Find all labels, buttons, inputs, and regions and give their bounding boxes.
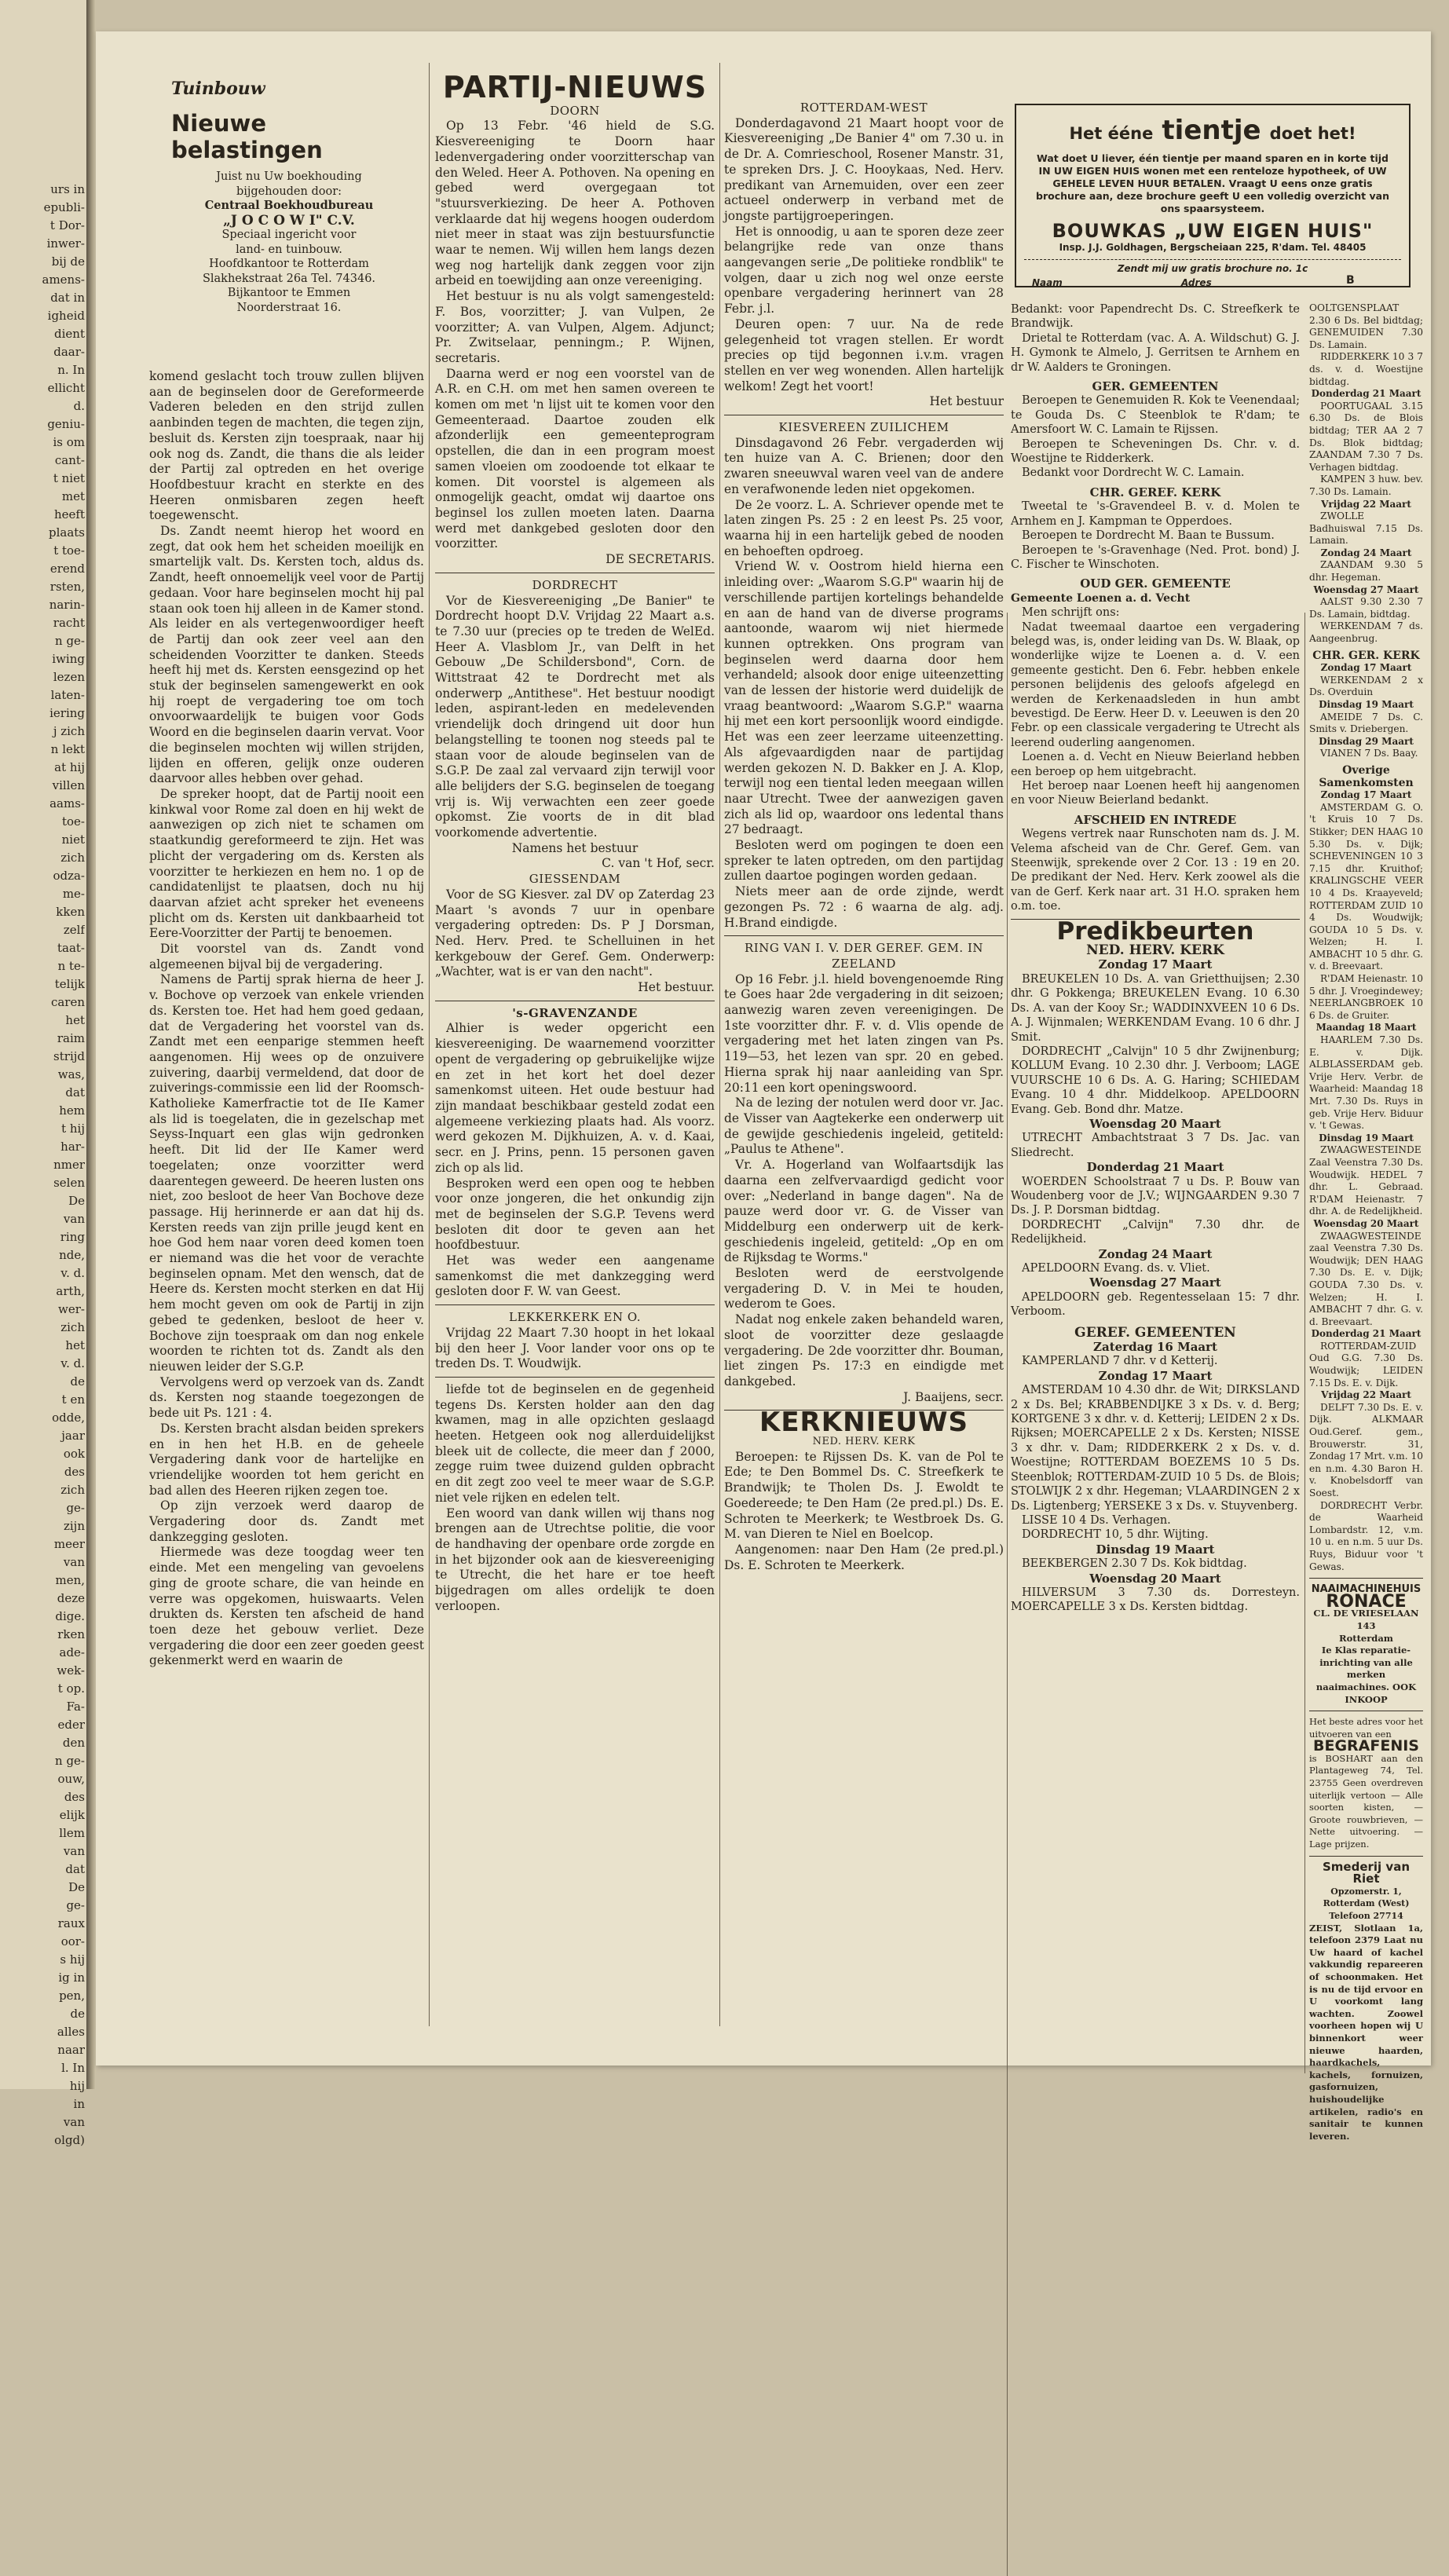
- paragraph: DORDRECHT 10, 5 dhr. Wijting.: [1022, 1528, 1209, 1542]
- headline-predikbeurten: Predikbeurten: [1056, 917, 1254, 946]
- church-subheading: Gemeente Loenen a. d. Vecht: [1011, 591, 1191, 605]
- headline-nieuwe-belastingen: Nieuwe belastingen: [171, 110, 323, 163]
- paragraph: Nadat tweemaal daartoe een vergadering belegd was, is, onder leiding van Ds. W. Blaak, op wonderlijke wijze te Loenen a. d. V. een gemeente gesticht. Den 6. Febr. hebben enkele personen belijdenis des geloofs afgelegd en werden de Kerkenaadsleden in hun ambt bevestigd. De Eerw. Heer D. v. Leeuwen is den 20 Febr. op een classicale vergadering te Utrecht als leerend ouderling aangenomen.: [1011, 620, 1300, 749]
- previous-page-text-fragments: [3, 181, 85, 2150]
- paragraph: AALST 9.30 2.30 7 Ds. Lamain, bidtdag.: [1309, 596, 1423, 620]
- day-heading: Woensdag 20 Maart: [1089, 1571, 1221, 1586]
- day-heading: Dinsdag 19 Maart: [1096, 1542, 1215, 1557]
- ad-city: Rotterdam: [1339, 1632, 1393, 1644]
- previous-page-fragment: olgd): [54, 2133, 85, 2147]
- tuinbouw-section: [149, 79, 424, 315]
- previous-page-fragment: erend: [49, 562, 85, 576]
- previous-page-fragment: ge-: [66, 1898, 85, 1912]
- previous-page-strip: [0, 0, 86, 2147]
- previous-page-fragment: ook: [63, 1447, 85, 1461]
- ad-intro: Het beste adres voor het uitvoeren van een: [1309, 1716, 1423, 1740]
- paragraph: ROTTERDAM-ZUID Oud G.G. 7.30 Ds. Woudwijk; LEIDEN 7.15 Ds. E. v. Dijk.: [1309, 1340, 1423, 1389]
- previous-page-fragment: zich: [60, 1320, 85, 1334]
- ad-headline-word: tientje: [1162, 115, 1261, 146]
- paragraph: Hiermede was deze toogdag weer ten einde. Met een mengeling van gevoelens ging de groote schare, die van heinde en verre was opgekomen, huiswaarts. Velen drukten ds. Kersten ten afscheid de hand toen deze het gebouw verliet. Deze vergadering die door een zeer goeden geest gekenmerkt werd en waarin de: [149, 1545, 424, 1668]
- previous-page-fragment: epubli-: [43, 200, 85, 214]
- day-heading: Vrijdag 22 Maart: [1321, 1389, 1411, 1401]
- paragraph: Beroepen te Genemuiden R. Kok te Veenendaal; te Gouda Ds. C Steenblok te R'dam; te Amersfoort W. C. Lamain te Rijssen.: [1011, 394, 1300, 437]
- paragraph: APELDOORN geb. Regentesselaan 15: 7 dhr. Verboom.: [1011, 1290, 1300, 1319]
- ad-title: Smederij van Riet: [1323, 1859, 1410, 1886]
- paragraph: Bedankt: voor Papendrecht Ds. C. Streefkerk te Brandwijk.: [1011, 303, 1300, 331]
- previous-page-fragment: alles: [57, 2025, 85, 2039]
- ad-headline: [1016, 115, 1409, 146]
- paragraph: Op zijn verzoek werd daarop de Vergadering door ds. Zandt met dankzegging gesloten.: [149, 1498, 424, 1544]
- paragraph: KAMPERLAND 7 dhr. v d Ketterij.: [1022, 1355, 1218, 1368]
- previous-page-fragment: oor-: [60, 1934, 85, 1948]
- signature: Namens het bestuur: [511, 840, 639, 855]
- divider: [435, 1377, 715, 1378]
- paragraph: Ds. Zandt neemt hierop het woord en zegt, dat ook hem het scheiden moeilijk en smartelijk valt. Ds. Kersten toch, aldus ds. Zandt, heeft onnoemelijk veel voor de Partij gedaan. Voor hare beginselen mocht hij pal staan ook toen hij alleen in de Kamer stond. Als leider en als vertegenwoordiger heeft de Partij dan ook zeer veel aan den scheidenden Voorzitter te danken. Steeds heeft hij met ds. Kersten eensgezind op het stuk der beginselen samengewerkt en ook hij roept de vergadering toe om toch onvoorwaardelijk te buigen voor Gods Woord en die beginselen daarin vervat. Voor die beginselen mochten wij willen strijden, lijden en offeren, gelijk onze ouderen daarvoor alles hebben over gehad.: [149, 524, 424, 786]
- previous-page-fragment: eder: [57, 1718, 85, 1732]
- divider: [724, 935, 1004, 936]
- ad-adres-label: Adres: [1181, 277, 1212, 288]
- previous-page-fragment: zich: [60, 851, 85, 865]
- naaimachinehuis-advertisement: [1309, 1583, 1423, 1706]
- day-heading: Donderdag 21 Maart: [1311, 1328, 1422, 1340]
- paragraph: VIANEN 7 Ds. Baay.: [1320, 748, 1418, 759]
- paragraph: ZWAAGWESTEINDE zaal Veenstra 7.30 Ds. Woudwijk; DEN HAAG 7.30 Ds. E. v. Dijk; GOUDA 7.30 Ds. v. Welzen; H. I. AMBACHT 7 dhr. G. v. d. Breevaart.: [1309, 1230, 1423, 1327]
- previous-page-fragment: n lekt: [50, 742, 85, 756]
- previous-page-fragment: racht: [53, 616, 85, 630]
- previous-page-fragment: rken: [57, 1627, 85, 1641]
- previous-page-fragment: plaats: [48, 525, 85, 540]
- paragraph: Vervolgens werd op verzoek van ds. Zandt ds. Kersten nog staande toegezongen de bede uit Ps. 121 : 4.: [149, 1374, 424, 1421]
- paragraph: DORDRECHT „Calvijn" 7.30 dhr. de Redelijkheid.: [1011, 1218, 1300, 1246]
- day-heading: Woensdag 27 Maart: [1313, 584, 1419, 595]
- previous-page-fragment: telijk: [54, 977, 85, 991]
- previous-page-fragment: ade-: [59, 1645, 85, 1659]
- paragraph: Niets meer aan de orde zijnde, werdt gezongen Ps. 72 : 6 waarna de alg. adj. H.Brand eindigde.: [724, 884, 1004, 930]
- previous-page-fragment: v. d.: [60, 1266, 85, 1280]
- paragraph: RIDDERKERK 10 3 7 ds. v. d. Woestijne bidtdag.: [1309, 351, 1423, 387]
- paragraph: Men schrijft ons:: [1022, 606, 1120, 620]
- previous-page-fragment: t hij: [61, 1122, 85, 1136]
- church-heading: CHR. GEREF. KERK: [1089, 485, 1221, 499]
- paragraph: Na de lezing der notulen werd door vr. Jac. de Visser van Aagtekerke een onderwerp uit de gewijde geschiedenis ingeleid, getiteld: „Paulus te Athene".: [724, 1096, 1004, 1157]
- day-heading: Woensdag 27 Maart: [1089, 1275, 1221, 1290]
- paragraph: AMEIDE 7 Ds. C. Smits v. Driebergen.: [1309, 711, 1423, 735]
- paragraph: LISSE 10 4 Ds. Verhagen.: [1022, 1513, 1171, 1527]
- previous-page-fragment: laten-: [50, 688, 85, 702]
- column-rule: [1304, 613, 1305, 2073]
- previous-page-fragment: ellicht: [47, 381, 85, 395]
- section-title: 's-GRAVENZANDE: [512, 1005, 638, 1020]
- paragraph: Besloten werd om pogingen te doen een spreker te laten optreden, om den partijdag zullen daartoe pogingen worden gedaan.: [724, 838, 1004, 884]
- paragraph: De spreker hoopt, dat de Partij nooit een kinkwal voor Rome zal doen en hij wekt de aanwezigen op zich niet te schamen om staatkundig gereformeerd te zijn. Het was plicht der vergadering om ds. Kersten als voorzitter te herkiezen en hem no. 1 op de candidatenlijst te plaatsen, doch nu hij daarvan afziet acht spreker het eveneens plicht om ds. Kersten uit dankbaarheid tot Eere-Voorzitter der Partij te benoemen.: [149, 786, 424, 941]
- bouwkas-advertisement: [1015, 104, 1411, 287]
- ad-headline-post: doet het!: [1269, 124, 1356, 143]
- day-heading: Zondag 24 Maart: [1098, 1246, 1213, 1261]
- paragraph: DORDRECHT „Calvijn" 10 5 dhr Zwijnenburg; KOLLUM Evang. 10 2.30 dhr. J. Verboom; LAGE VUURSCHE 10 6 Ds. A. G. Haring; SCHIEDAM Evang. 10 4 dhr. Middelkoop. APELDOORN Evang. Geb. Bond dhr. Matze.: [1011, 1045, 1300, 1116]
- ad-address: Insp. J.J. Goldhagen, Bergscheiaan 225, R'dam. Tel. 48405: [1059, 242, 1367, 253]
- previous-page-fragment: iering: [49, 706, 85, 720]
- ad-body: is BOSHART aan den Plantageweg 74, Tel. 23755 Geen overdreven uiterlijk vertoon — Alle soorten kisten, — Groote rouwbrieven, — Nette uitvoering. — Lage prijzen.: [1309, 1752, 1423, 1850]
- previous-page-fragment: arth,: [56, 1284, 85, 1298]
- previous-page-fragment: hij: [69, 2079, 85, 2093]
- paragraph: Aangenomen: naar Den Ham (2e pred.pl.) Ds. E. Schroten te Meerkerk.: [724, 1542, 1004, 1572]
- previous-page-fragment: inwer-: [46, 236, 85, 251]
- previous-page-fragment: nde,: [59, 1248, 85, 1262]
- previous-page-fragment: des: [64, 1465, 85, 1479]
- previous-page-fragment: n. In: [57, 363, 85, 377]
- previous-page-fragment: van: [63, 1212, 85, 1226]
- column-1-body: [149, 369, 424, 1669]
- ad-b-mark: B: [1346, 274, 1355, 287]
- paragraph: Voor de SG Kiesver. zal DV op Zaterdag 23 Maart 's avonds 7 uur in openbare vergadering optreden: Ds. P J Dorsman, Ned. Herv. Pred. te Schelluinen in het kerkgebouw der Geref. Gem. Onderwerp: „Wachter, wat is er van den nacht".: [435, 887, 715, 979]
- previous-page-fragment: cant-: [54, 453, 85, 467]
- ad-address: Opzomerstr. 1, Rotterdam (West) Telefoon 27714: [1323, 1886, 1410, 1921]
- previous-page-fragment: meer: [53, 1537, 85, 1551]
- ad-headline-pre: Het ééne: [1069, 124, 1154, 143]
- previous-page-fragment: igheid: [47, 309, 85, 323]
- previous-page-fragment: strijd: [53, 1049, 85, 1063]
- day-heading: Dinsdag 29 Maart: [1319, 735, 1414, 747]
- ad-line: „J O C O W I" C.V.: [223, 212, 355, 229]
- previous-page-fragment: odza-: [53, 869, 85, 883]
- ad-line: Slakhekstraat 26a Tel. 74346.: [202, 272, 376, 285]
- previous-page-fragment: het: [65, 1013, 85, 1027]
- section-title: KIESVEREEN ZUILICHEM: [778, 420, 950, 435]
- paragraph: Beroepen te Scheveningen Ds. Chr. v. d. Woestijne te Ridderkerk.: [1011, 437, 1300, 466]
- previous-page-fragment: wek-: [57, 1663, 85, 1678]
- previous-page-fragment: j zich: [53, 724, 85, 738]
- paragraph: WOERDEN Schoolstraat 7 u Ds. P. Bouw van Woudenberg voor de J.V.; WIJNGAARDEN 9.30 7 Ds. J. P. Dorsman bidtdag.: [1011, 1175, 1300, 1217]
- previous-page-fragment: n ge-: [55, 1754, 85, 1768]
- ad-coupon-line: Zendt mij uw gratis brochure no. 1c: [1117, 263, 1308, 274]
- day-heading: Zondag 24 Maart: [1320, 547, 1412, 558]
- paragraph: APELDOORN Evang. ds. v. Vliet.: [1022, 1262, 1210, 1275]
- church-heading: GER. GEMEENTEN: [1092, 379, 1219, 394]
- day-heading: Maandag 18 Maart: [1315, 1022, 1417, 1034]
- previous-page-fragment: ring: [60, 1230, 85, 1244]
- paragraph: Op 16 Febr. j.l. hield bovengenoemde Ring te Goes haar 2de vergadering in dit seizoen; aanwezig waren zeven vereenigingen. De 1ste voorzitter dhr. F. v. d. Vlis opende de vergadering met het laten zingen van Ps. 119—53, het lezen van spr. 20 en gebed. Hierna sprak hij naar aanleiding van Spr. 20:11 een kort openingswoord.: [724, 971, 1004, 1095]
- previous-page-fragment: den: [62, 1736, 85, 1750]
- previous-page-fragment: niet: [61, 832, 85, 847]
- paragraph: DORDRECHT Verbr. de Waarheid Lombardstr. 12, v.m. 10 u. en n.m. 5 uur Ds. Ruys, Biduur voor 't Gewas.: [1309, 1499, 1423, 1572]
- previous-page-fragment: bij de: [51, 254, 85, 269]
- section-kicker: Tuinbouw: [171, 79, 265, 99]
- paragraph: OOLTGENSPLAAT 2.30 6 Ds. Bel bidtdag; GENEMUIDEN 7.30 Ds. Lamain.: [1309, 302, 1423, 350]
- paragraph: Vor de Kiesvereeniging „De Banier" te Dordrecht hoopt D.V. Vrijdag 22 Maart a.s. te 7.30 uur (precies op te treden de WelEd. Heer A. Vlasblom Jr., van Delft in het Gebouw „De Schildersbond", Corn. de Wittstraat 42 te Dordrecht met als onderwerp „Antithese". Het bestuur noodigt leden, aspirant-leden en medelevenden vriendelijk doch dringend uit door hun belangstelling te toonen nog steeds pal te staan voor de aloude beginselen van de S.G.P. De zaal zal vervaard zijn terwijl voor alle belijders der S.G. beginselen de toegang vrij is. Wij verwachten een zeer goede opkomst. Zie voorts de in dit blad voorkomende advertentie.: [435, 593, 715, 840]
- previous-page-fragment: v. d.: [60, 1356, 85, 1370]
- ad-address: CL. DE VRIESELAAN 143: [1313, 1608, 1419, 1631]
- paragraph: Alhier is weder opgericht een kiesvereeniging. De waarnemend voorzitter opent de vergadering op gebruikelijke wijze en zet in het kort het doel dezer samenkomst uiteen. Het oude bestuur had zijn mandaat beschikbaar gesteld zodat een algemeene verkiezing plaats had. Als voorz. werd gekozen M. Dijkhuizen, A. v. d. Kaai, secr. en J. Prins, penn. 15 personen gaven zich op als lid.: [435, 1021, 715, 1175]
- previous-page-fragment: De: [68, 1194, 85, 1208]
- previous-page-fragment: zelf: [63, 923, 85, 937]
- ad-title: NAAIMACHINEHUIS: [1311, 1583, 1422, 1596]
- previous-page-fragment: aams-: [49, 796, 85, 810]
- church-heading: OUD GER. GEMEENTE: [1080, 576, 1231, 591]
- column-2: [435, 70, 715, 1615]
- day-heading: Zondag 17 Maart: [1320, 662, 1412, 674]
- previous-page-fragment: lezen: [53, 670, 85, 684]
- previous-page-fragment: har-: [60, 1140, 85, 1154]
- previous-page-fragment: dient: [54, 327, 85, 341]
- paragraph: Wegens vertrek naar Runschoten nam ds. J. M. Velema afscheid van de Chr. Geref. Gem. van Steenwijk, sprekende over 2 Cor. 13 : 19 en 20. De predikant der Ned. Herv. Kerk zoowel als die van de Gerf. Kerk naar art. 31 H.O. spraken hem o.m. toe.: [1011, 828, 1300, 913]
- previous-page-fragment: van: [63, 1844, 85, 1858]
- section-title: DOORN: [550, 103, 600, 118]
- previous-page-fragment: odde,: [52, 1411, 85, 1425]
- ad-body: ZEIST, Slotlaan 1a, telefoon 2379 Laat nu Uw haard of kachel vakkundig repareeren of schoonmaken. Het is nu de tijd ervoor en U voorkomt lang wachten. Zoowel voorheen hopen wij U binnenkort weer nieuwe haarden, haardkachels, kachels, fornuizen, gasfornuizen, huishoudelijke artikelen, radio's en sanitair te kunnen leveren.: [1309, 1922, 1423, 2142]
- jocowi-advertisement: [171, 170, 407, 315]
- day-heading: Donderdag 21 Maart: [1086, 1160, 1224, 1175]
- signature: C. van 't Hof, secr.: [602, 856, 715, 871]
- paragraph: BEEKBERGEN 2.30 7 Ds. Kok bidtdag.: [1022, 1557, 1247, 1571]
- previous-page-fragment: deze: [57, 1591, 85, 1605]
- divider: [1309, 1578, 1423, 1579]
- ad-line: Hoofdkantoor te Rotterdam: [209, 258, 369, 270]
- previous-page-fragment: van: [63, 2115, 85, 2129]
- signature: Het bestuur.: [638, 980, 715, 995]
- previous-page-fragment: t en: [61, 1392, 85, 1407]
- previous-page-fragment: t toe-: [53, 543, 85, 558]
- paragraph: Deuren open: 7 uur. Na de rede gelegenheid tot vragen stellen. Er wordt precies op tijd begonnen i.v.m. vragen stellen en ver weg wonenden. Allen hartelijk welkom! Zegt het voort!: [724, 317, 1004, 393]
- divider: [1309, 1856, 1423, 1857]
- previous-page-fragment: met: [61, 489, 85, 503]
- previous-page-fragment: dat in: [50, 291, 85, 305]
- previous-page-fragment: Fa-: [66, 1700, 85, 1714]
- previous-page-fragment: was,: [57, 1067, 85, 1081]
- previous-page-fragment: urs in: [50, 182, 85, 196]
- paragraph: De 2e voorz. L. A. Schriever opende met te laten zingen Ps. 25 : 2 en leest Ps. 25 voor, waarna hij in een hartelijk gebed de nooden en behoeften opdroeg.: [724, 497, 1004, 558]
- paragraph: DELFT 7.30 Ds. E. v. Dijk. ALKMAAR Oud.Geref. gem., Brouwerstr. 31, Zondag 17 Mrt. v.m. 10 en n.m. 4.30 Baron H. v. Knobelsdorff van Soest.: [1309, 1401, 1423, 1498]
- signature: Het bestuur: [929, 394, 1004, 409]
- previous-page-fragment: in: [73, 2097, 85, 2111]
- column-4: [1011, 302, 1300, 1615]
- paragraph: HILVERSUM 3 7.30 ds. Dorresteyn. MOERCAPELLE 3 x Ds. Kersten bidtdag.: [1011, 1586, 1300, 1614]
- previous-page-fragment: pen,: [59, 1989, 85, 2003]
- ad-line: Noorderstraat 16.: [236, 301, 342, 314]
- signature: DE SECRETARIS.: [606, 552, 715, 567]
- previous-page-fragment: zich: [60, 1483, 85, 1497]
- newspaper-page: [96, 31, 1431, 2142]
- section-title: LEKKERKERK EN O.: [508, 1310, 642, 1325]
- ad-line: Centraal Boekhoudbureau: [204, 199, 374, 212]
- day-heading: Zondag 17 Maart: [1098, 1368, 1213, 1383]
- previous-page-fragment: elijk: [59, 1808, 85, 1822]
- paragraph: Donderdagavond 21 Maart hoopt voor de Kiesvereeniging „De Banier 4" om 7.30 u. in de Dr. A. Comrieschool, Rosener Manstr. 31, te spreken Drs. J. C. Hooykaas, Ned. Herv. predikant van Arnemuiden, over een zeer actueel onderwerp in verband met de jongste partijgroeperingen.: [724, 115, 1004, 223]
- paragraph: Beroepen te 's-Gravenhage (Ned. Prot. bond) J. C. Fischer te Winschoten.: [1011, 543, 1300, 571]
- ad-brand: BOUWKAS „UW EIGEN HUIS": [1052, 220, 1374, 242]
- previous-page-fragment: l. In: [61, 2061, 85, 2075]
- previous-page-fragment: is om: [53, 435, 85, 449]
- previous-page-fragment: taat-: [57, 941, 85, 955]
- paragraph: Het is onnoodig, u aan te sporen deze zeer belangrijke rede van onze thans aangevangen serie „De politieke rondblik" te volgen, daar u zich nog wel onze eerste openbare vergadering herinnert van 28 Febr. j.l.: [724, 224, 1004, 317]
- previous-page-fragment: t op.: [57, 1681, 85, 1696]
- paragraph: komend geslacht toch trouw zullen blijven aan de beginselen door de Gereformeerde Vaderen beleden en den strijd zullen aanbinden tegen de machten, die tegen zijn, besluit ds. Kersten zijn toespraak, naar hij ook nog ds. Zandt, die thans die als leider der Partij zal optreden en het overige Hoofdbestuur kracht en sterkte en des Heeren onmisbaren zegen heeft toegewenscht.: [149, 369, 424, 523]
- paragraph: BREUKELEN 10 Ds. A. van Grietthuijsen; 2.30 dhr. G Pokkenga; BREUKELEN Evang. 10 6.30 Ds. A. van der Kooy Sr.; WADDINXVEEN 10 6 Ds. A. J. Wijnmalen; WERKENDAM Evang. 10 6 dhr. J Smit.: [1011, 972, 1300, 1044]
- paragraph: WERKENDAM 2 x Ds. Overduin: [1309, 674, 1423, 698]
- column-5: [1309, 302, 1423, 2142]
- previous-page-fragment: t Dor-: [49, 218, 85, 232]
- column-3: [724, 101, 1004, 1573]
- paragraph: ZWAAGWESTEINDE Zaal Veenstra 7.30 Ds. Woudwijk. HEDEL 7 dhr. L. Gebraad. R'DAM Heienastr. 7 dhr. A. de Redelijkheid.: [1309, 1144, 1423, 1217]
- previous-page-fragment: wer-: [58, 1302, 85, 1316]
- church-heading: CHR. GER. KERK: [1312, 649, 1420, 662]
- previous-page-fragment: caren: [50, 995, 85, 1009]
- day-heading: Zaterdag 16 Maart: [1093, 1340, 1217, 1355]
- column-rule: [719, 63, 720, 2026]
- signature: J. Baaijens, secr.: [903, 1389, 1004, 1404]
- church-heading: Overige Samenkomsten: [1319, 763, 1414, 789]
- paragraph: UTRECHT Ambachtstraat 3 7 Ds. Jac. van Sliedrecht.: [1011, 1132, 1300, 1159]
- day-heading: Woensdag 20 Maart: [1089, 1116, 1221, 1131]
- paragraph: ZWOLLE Badhuiswal 7.15 Ds. Lamain.: [1309, 510, 1423, 547]
- paragraph: Daarna werd er nog een voorstel van de A.R. en C.H. om met hen samen overeen te komen om met 'n lijst uit te komen voor den Gemeenteraad. Daartoe zouden elk afzonderlijk een gemeenteprogram opstellen, die dan in een program moest samen vloeien om zoodoende tot elkaar te komen. Dit voorstel is algemeen als onmogelijk geacht, omdat wij daartoe ons beginsel los zullen moeten laten. Daarna werd met dankgebed gesloten door den voorzitter.: [435, 366, 715, 551]
- ad-line: Bijkantoor te Emmen: [227, 287, 351, 299]
- paragraph: POORTUGAAL 3.15 6.30 Ds. de Blois bidtdag; TER AA 2 7 Ds. Blok bidtdag; ZAANDAM 7.30 7 Ds. Verhagen bidtdag.: [1309, 400, 1423, 473]
- ad-body: Wat doet U liever, één tientje per maand sparen en in korte tijd IN UW EIGEN HUIS wonen met een renteloze hypotheek, of UW GEHELE LEVEN HUUR BETALEN. Vraagt U eens onze gratis brochure aan, deze brochure geeft U een volledig overzicht van ons spaarsysteem.: [1036, 152, 1389, 214]
- previous-page-fragment: at hij: [54, 760, 85, 774]
- smederij-advertisement: [1309, 1861, 1423, 2143]
- section-title: RING VAN I. V. DER GEREF. GEM. IN ZEELAND: [744, 941, 984, 971]
- begrafenis-advertisement: [1309, 1716, 1423, 1851]
- previous-page-fragment: ge-: [66, 1501, 85, 1515]
- paragraph: ZAANDAM 9.30 5 dhr. Hegeman.: [1309, 559, 1423, 584]
- paragraph: AMSTERDAM G. O. 't Kruis 10 7 Ds. Stikker; DEN HAAG 10 5.30 Ds. v. Dijk; SCHEVENINGEN 10 3 7.15 dhr. Kruithof; KRALINGSCHE VEER 10 4 Ds. Kraayeveld; ROTTERDAM ZUID 10 4 Ds. Woudwijk; GOUDA 10 5 Ds. v. Welzen; H. I. AMBACHT 10 5 dhr. G. v. d. Breevaart.: [1309, 801, 1423, 972]
- previous-page-fragment: t niet: [53, 471, 85, 485]
- paragraph: Besloten werd de eerstvolgende vergadering D. V. in Mei te houden, wederom te Goes.: [724, 1266, 1004, 1312]
- paragraph: Beroepen te Dordrecht M. Baan te Bussum.: [1022, 529, 1275, 543]
- previous-page-fragment: naar: [57, 2043, 85, 2057]
- day-heading: Zondag 17 Maart: [1098, 957, 1213, 972]
- paragraph: Drietal te Rotterdam (vac. A. A. Wildschut) G. J. H. Gymonk te Almelo, J. Gerritsen te Arnhem en dr W. Aalders te Groningen.: [1011, 331, 1300, 374]
- previous-page-fragment: dat: [65, 1862, 85, 1876]
- paragraph: WERKENDAM 7 ds. Aangeenbrug.: [1309, 620, 1423, 645]
- previous-page-fragment: toe-: [61, 814, 85, 829]
- previous-page-fragment: raim: [57, 1031, 85, 1045]
- previous-page-fragment: jaar: [61, 1429, 85, 1443]
- kerk-subheading: NED. HERV. KERK: [812, 1436, 916, 1448]
- paragraph: HAARLEM 7.30 Ds. E. v. Dijk. ALBLASSERDAM geb. Vrije Herv. Verbr. de Waarheid: Maandag 18 Mrt. 7.30 Ds. Ruys in geb. Vrije Herv. Biduur v. 't Gewas.: [1309, 1034, 1423, 1132]
- paragraph: Nadat nog enkele zaken behandeld waren, sloot de voorzitter deze geslaagde vergadering. De 2de voorzitter dhr. Bouman, liet zingen Ps. 17:3 en eindigde met dankgebed.: [724, 1312, 1004, 1389]
- paragraph: Tweetal te 's-Gravendeel B. v. d. Molen te Arnhem en J. Kampman te Opperdoes.: [1011, 500, 1300, 528]
- previous-page-fragment: n ge-: [55, 634, 85, 648]
- paragraph: Vriend W. v. Oostrom hield hierna een inleiding over: „Waarom S.G.P" waarin hij de verschillende partijen kortelings behandelde en aan de hand van de diverse programs aantoonde, waarom wij niet hiermede kunnen optrekken. Ons program van beginselen werd daarna door hem verhandeld; alsook door enige uiteenzetting van de lessen der historie werd duidelijk de vraag beantwoord: „Waarom S.G.P." waarna hij met een kort persoonlijk woord eindigde. Het was een zeer leerzame uiteenzetting. Als afgevaardigden naar de partijdag werden gekozen N. D. Bakker en J. A. Klop, terwijl nog een tiental leden meegaan willen naar Utrecht. Twee der aanwezigen gaven zich als lid op, waardoor ons ledental thans 27 bedraagt.: [724, 559, 1004, 837]
- previous-page-fragment: de: [70, 1374, 85, 1389]
- section-title: ROTTERDAM-WEST: [800, 101, 928, 115]
- ad-body: Ie Klas reparatie-inrichting van alle merken naaimachines. OOK INKOOP: [1315, 1645, 1417, 1705]
- day-heading: Vrijdag 22 Maart: [1321, 498, 1411, 510]
- previous-page-fragment: rsten,: [49, 580, 85, 594]
- church-heading: AFSCHEID EN INTREDE: [1074, 812, 1237, 827]
- previous-page-fragment: dige.: [55, 1609, 85, 1623]
- previous-page-fragment: kken: [56, 905, 85, 919]
- previous-page-fragment: selen: [53, 1176, 85, 1190]
- headline-kerknieuws: KERKNIEUWS: [759, 1407, 969, 1439]
- previous-page-fragment: De: [68, 1880, 85, 1894]
- day-heading: Zondag 17 Maart: [1320, 789, 1412, 801]
- paragraph: Beroepen: te Rijssen Ds. K. van de Pol te Ede; te Den Bommel Ds. C. Streefkerk te Brandwijk; te Tholen Ds. J. Ewoldt te Goedereede; te Den Ham (2e pred.pl.) Ds. E. Schroten te Meerkerk; te Westbroek Ds. G. M. van Dieren te Niel en Boelcop.: [724, 1449, 1004, 1542]
- day-heading: Dinsdag 19 Maart: [1319, 699, 1414, 710]
- previous-page-fragment: het: [65, 1338, 85, 1352]
- ad-naam-label: Naam: [1032, 277, 1063, 288]
- paragraph: KAMPEN 3 huw. bev. 7.30 Ds. Lamain.: [1309, 474, 1423, 497]
- previous-page-fragment: de: [70, 2007, 85, 2021]
- previous-page-fragment: zijn: [63, 1519, 85, 1533]
- page-gutter: [86, 0, 96, 2089]
- paragraph: Loenen a. d. Vecht en Nieuw Beierland hebben een beroep op hem uitgebracht.: [1011, 751, 1300, 778]
- paragraph: Het beroep naar Loenen heeft hij aangenomen en voor Nieuw Beierland bedankt.: [1011, 780, 1300, 807]
- previous-page-fragment: s hij: [60, 1952, 85, 1967]
- church-heading: GEREF. GEMEENTEN: [1074, 1324, 1236, 1341]
- ad-brand: RONACE: [1326, 1591, 1407, 1612]
- church-heading: NED. HERV. KERK: [1086, 942, 1224, 959]
- paragraph: Dit voorstel van ds. Zandt vond algemeenen bijval bij de vergadering.: [149, 942, 424, 971]
- paragraph: Namens de Partij sprak hierna de heer J. v. Bochove op verzoek van enkele vrienden ds. Kersten toe. Het had hem goed gedaan, dat de Vergadering het voorstel van ds. Zandt met een eenparige stemmen heeft aangenomen. Hij wees op de onzuivere zuivering, daarbij vermeldend, dat door de zuiverings-commissie een lid der Roomsch-Katholieke Kamerfractie tot de IIe Kamer als lid is toegelaten, die in gezelschap met Seyss-Inquart een glas wijn gedronken heeft. Dit lid der IIe Kamer werd toegelaten; onze voorzitter werd daarentegen geweerd. De heeren lusten ons niet, zoo besloot de heer Van Bochove deze passage. Hij herinnerde er aan dat hij ds. Kersten reeds van zijn prille jeugd kent en hoe God hem naar voren deed komen toen er niemand was die het voor de verachte beginselen opnam. Met den wensch, dat de Heere ds. Kersten mocht sterken en dat Hij hem mocht geven om ook de Partij in zijn gebed te gedenken, besloot de heer v. Bochove zijn toespraak om dan nog enkele woorden te richten tot ds. Zandt als den nieuwen leider der S.G.P.: [149, 972, 424, 1374]
- paragraph: Dinsdagavond 26 Febr. vergaderden wij ten huize van A. C. Brienen; door den zwaren sneeuwval waren veel van de andere en verafwonende leden niet opgekomen.: [724, 435, 1004, 496]
- previous-page-fragment: me-: [62, 887, 85, 901]
- ad-line: land- en tuinbouw.: [236, 243, 342, 256]
- paragraph: Het bestuur is nu als volgt samengesteld: F. Bos, voorzitter; J. van Vulpen, 2e voorzitter; A. van Vulpen, Algem. Adjunct; Pr. Zwitselaar, penningm.; P. Wijnen, secretaris.: [435, 289, 715, 365]
- paragraph: Op 13 Febr. '46 hield de S.G. Kiesvereeniging te Doorn haar ledenvergadering onder voorzitterschap van den Weled. Heer A. Pothoven. Na opening en gebed werd overgegaan tot "stuursverkiezing. De heer A. Pothoven verklaarde dat hij wegens hoogen ouderdom niet meer in staat was zijn bestuursfunctie waar te nemen. Wij willen hem langs dezen weg nog hartelijk dank zeggen voor zijn arbeid en toewijding aan onze vereeniging.: [435, 119, 715, 288]
- paragraph: R'DAM Heienastr. 10 5 dhr. J. Vroegindewey; NEERLANGBROEK 10 6 Ds. de Gruiter.: [1309, 973, 1423, 1021]
- previous-page-fragment: heeft: [54, 507, 85, 521]
- ad-line: Speciaal ingericht voor: [221, 229, 357, 241]
- paragraph: AMSTERDAM 10 4.30 dhr. de Wit; DIRKSLAND 2 x Ds. Bel; KRABBENDIJKE 3 x Ds. v. d. Berg; KORTGENE 3 x dhr. v. d. Ketterij; LEIDEN 2 x Ds. Rijksen; MOERCAPELLE 2 x Ds. Kersten; NISSE 3 x dhr. v. Dam; RIDDERKERK 2 x Ds. v. d. Woestijne; ROTTERDAM BOEZEMS 10 5 Ds. Steenblok; ROTTERDAM-ZUID 10 5 Ds. de Blois; STOLWIJK 2 x dhr. Hegeman; VLAARDINGEN 2 x Ds. Ligtenberg; YERSEKE 3 x Ds. v. Stuyvenberg.: [1011, 1384, 1300, 1513]
- ad-line: Juist nu Uw boekhouding: [216, 170, 362, 183]
- previous-page-fragment: villen: [52, 778, 85, 792]
- previous-page-fragment: men,: [55, 1573, 85, 1587]
- paragraph: Bedankt voor Dordrecht W. C. Lamain.: [1022, 467, 1245, 480]
- paragraph: Een woord van dank willen wij thans nog brengen aan de Utrechtse politie, die voor de handhaving der openbare orde zorgde en in het bijzonder ook aan de kiesvereeniging te Utrecht, die het hare er toe heeft bijgedragen om alles ordelijk te doen verloopen.: [435, 1506, 715, 1613]
- section-title: GIESSENDAM: [529, 872, 621, 887]
- paragraph: Vr. A. Hogerland van Wolfaartsdijk las daarna een zelfvervaardigd gedicht voor over: „Nederland in bange dagen". Na de pauze werd door vr. G. de Visser van Middelburg een onderwerp uit de kerk-geschiedenis ingeleid, getiteld: „Op en om de Rijksdag te Worms.": [724, 1158, 1004, 1265]
- previous-page-fragment: narin-: [49, 598, 85, 612]
- previous-page-fragment: geniu-: [47, 417, 85, 431]
- previous-page-fragment: iwing: [52, 652, 85, 666]
- previous-page-fragment: ig in: [58, 1970, 85, 1985]
- previous-page-fragment: n te-: [57, 959, 85, 973]
- previous-page-fragment: dat: [65, 1085, 85, 1100]
- previous-page-fragment: nmer: [53, 1158, 85, 1172]
- previous-page-fragment: hem: [59, 1103, 85, 1118]
- day-heading: Woensdag 20 Maart: [1313, 1217, 1419, 1229]
- paragraph: Ds. Kersten bracht alsdan beiden sprekers en in hen het H.B. en de geheele Vergadering dank voor de hartelijke en vriendelijke woorden tot hem gericht en bad allen des Heeren rijken zegen toe.: [149, 1421, 424, 1498]
- previous-page-fragment: amens-: [42, 273, 85, 287]
- section-title: DORDRECHT: [532, 577, 618, 592]
- previous-page-fragment: d.: [73, 399, 85, 413]
- paragraph: liefde tot de beginselen en de gegenheid tegens Ds. Kersten holder aan den dag kwamen, mag in alle opzichten geslaagd heeten. Hetgeen ook nog allerduidelijkst bleek uit de collecte, die meer dan ƒ 2000, zegge ruim twee duizend gulden opbracht en dit zegt zoo veel te meer waar de S.G.P. niet vele rijken en edelen telt.: [435, 1381, 715, 1505]
- previous-page-fragment: raux: [57, 1916, 85, 1930]
- previous-page-fragment: ouw,: [57, 1772, 85, 1786]
- paragraph: Het was weder een aangename samenkomst die met dankzegging werd gesloten door F. W. van Geest.: [435, 1253, 715, 1299]
- column-rule: [429, 63, 430, 2026]
- column-rule: [1007, 613, 1008, 2576]
- previous-page-fragment: llem: [59, 1826, 85, 1840]
- previous-page-fragment: des: [64, 1790, 85, 1804]
- paragraph: Vrijdag 22 Maart 7.30 hoopt in het lokaal bij den heer J. Voor lander voor ons op te treden Ds. T. Woudwijk.: [435, 1325, 715, 1371]
- ad-title: BEGRAFENIS: [1312, 1737, 1419, 1755]
- day-heading: Donderdag 21 Maart: [1311, 388, 1422, 400]
- headline-partij-nieuws: PARTIJ-NIEUWS: [442, 70, 708, 104]
- divider: [435, 1304, 715, 1305]
- paragraph: Besproken werd een open oog te hebben voor onze jongeren, die het onkundig zijn met de beginselen der S.G.P. Tevens werd besloten dit door te geven aan het hoofdbestuur.: [435, 1176, 715, 1253]
- ad-line: bijgehouden door:: [236, 185, 342, 198]
- previous-page-fragment: daar-: [53, 345, 85, 359]
- previous-page-fragment: van: [63, 1555, 85, 1569]
- day-heading: Dinsdag 19 Maart: [1319, 1132, 1414, 1143]
